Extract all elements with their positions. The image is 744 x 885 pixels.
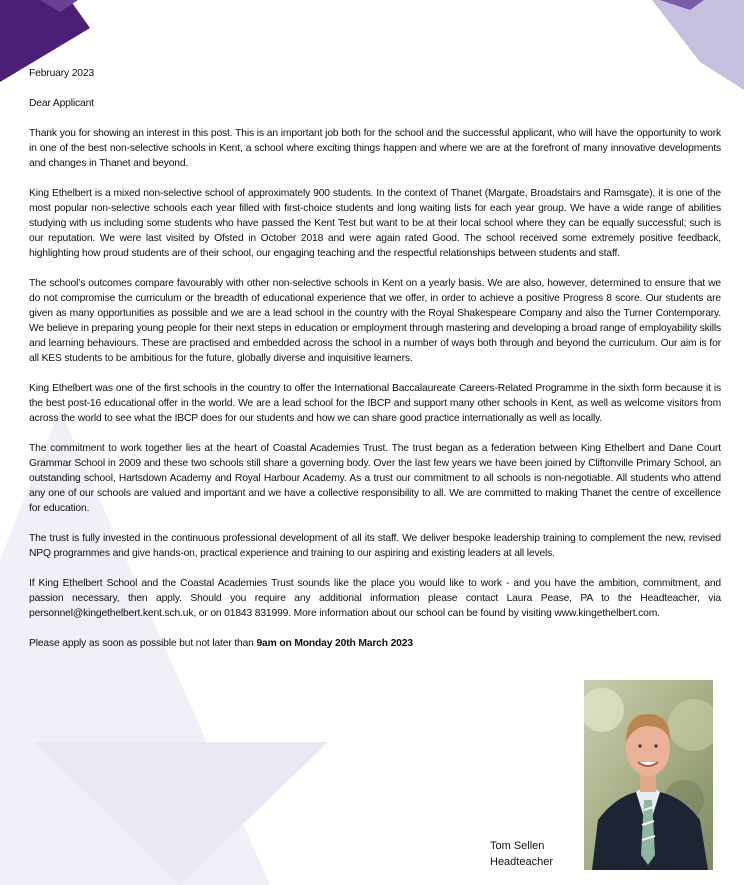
signatory-title: Headteacher bbox=[490, 856, 553, 868]
signatory-name: Tom Sellen bbox=[490, 840, 545, 852]
application-deadline: 9am on Monday 20th March 2023 bbox=[256, 638, 413, 649]
letter-paragraph: King Ethelbert is a mixed non-selective school of approximately 900 students. In the context of Thanet (Margate, Broadstairs and Ramsgate), it is one of the most popular non-selective schools each year filled with first-choice students and long waiting lists for each year group. We have a wide range of abilities studying with us including some students who have passed the Kent Test but want to be at their local school where they can be equally successful; such is our reputation. We were last visited by Ofsted in October 2018 and were again rated Good. The school received some extremely positive feedback, highlighting how proud students are of their school, our engaging teaching and the respectful relationships between students and staff. bbox=[29, 188, 721, 259]
letter-paragraph: Thank you for showing an interest in this post. This is an important job both for the school and the successful applicant, who will have the opportunity to work in one of the best non-selective schools in Kent, a school where exciting things happen and where we are at the forefront of many innovative developments and changes in Thanet and beyond. bbox=[29, 128, 721, 169]
letter-paragraph: The commitment to work together lies at the heart of Coastal Academies Trust. The trust began as a federation between King Ethelbert and Dane Court Grammar School in 2009 and these two schools still share a governing body. Over the last few years we have been joined by Cliftonville Primary School, an outstanding school, Hartsdown Academy and Royal Harbour Academy. As a trust our commitment to all schools is non-negotiable. All students who attend any one of our schools are valued and important and we have a collective responsibility to all. We are committed to making Thanet the centre of excellence for education. bbox=[29, 443, 721, 514]
letter-paragraph: King Ethelbert was one of the first schools in the country to offer the International Baccalaureate Careers-Related Programme in the sixth form because it is the best post-16 educational offer in the world. We are a lead school for the IBCP and support many other schools in Kent, as well as welcome visitors from across the world to see what the IBCP does for our students and how we can share good practice internationally as well as locally. bbox=[29, 383, 721, 424]
letter-paragraph: The school’s outcomes compare favourably with other non-selective schools in Kent on a yearly basis. We are also, however, determined to ensure that we do not compromise the curriculum or the breadth of educational experience that we offer, in order to achieve a positive Progress 8 score. Our students are given as many opportunities as possible and we are a lead school in the country with the Royal Shakespeare Company and also the Turner Contemporary. We believe in preparing young people for their next steps in education or employment through mastering and developing a broad range of employability skills and learning behaviours. These are practised and embedded across the school in a number of ways both through and beyond the curriculum. Our aim is for all KES students to be ambitious for the future, globally diverse and inquisitive learners. bbox=[29, 278, 721, 364]
letter-date: February 2023 bbox=[29, 68, 95, 79]
letter-paragraph: The trust is fully invested in the continuous professional development of all its staff. We deliver bespoke leadership training to complement the new, revised NPQ programmes and give hands-on, practical experience and training to our aspiring and existing leaders at all levels. bbox=[29, 533, 721, 559]
signature-block bbox=[490, 838, 553, 870]
letter-paragraph: If King Ethelbert School and the Coastal Academies Trust sounds like the place you would like to work - and you have the ambition, commitment, and passion necessary, then apply. Should you require any additional information please contact Laura Pease, PA to the Headteacher, via personnel@kingethelbert.kent.sch.uk, or on 01843 831999. More information about our school can be found by visiting www.kingethelbert.com. bbox=[29, 578, 721, 619]
letter-closing bbox=[29, 636, 721, 651]
closing-text: Please apply as soon as possible but not later than bbox=[29, 638, 257, 649]
letter-body bbox=[29, 66, 721, 666]
letter-salutation: Dear Applicant bbox=[29, 98, 94, 109]
headteacher-photo bbox=[584, 680, 713, 870]
